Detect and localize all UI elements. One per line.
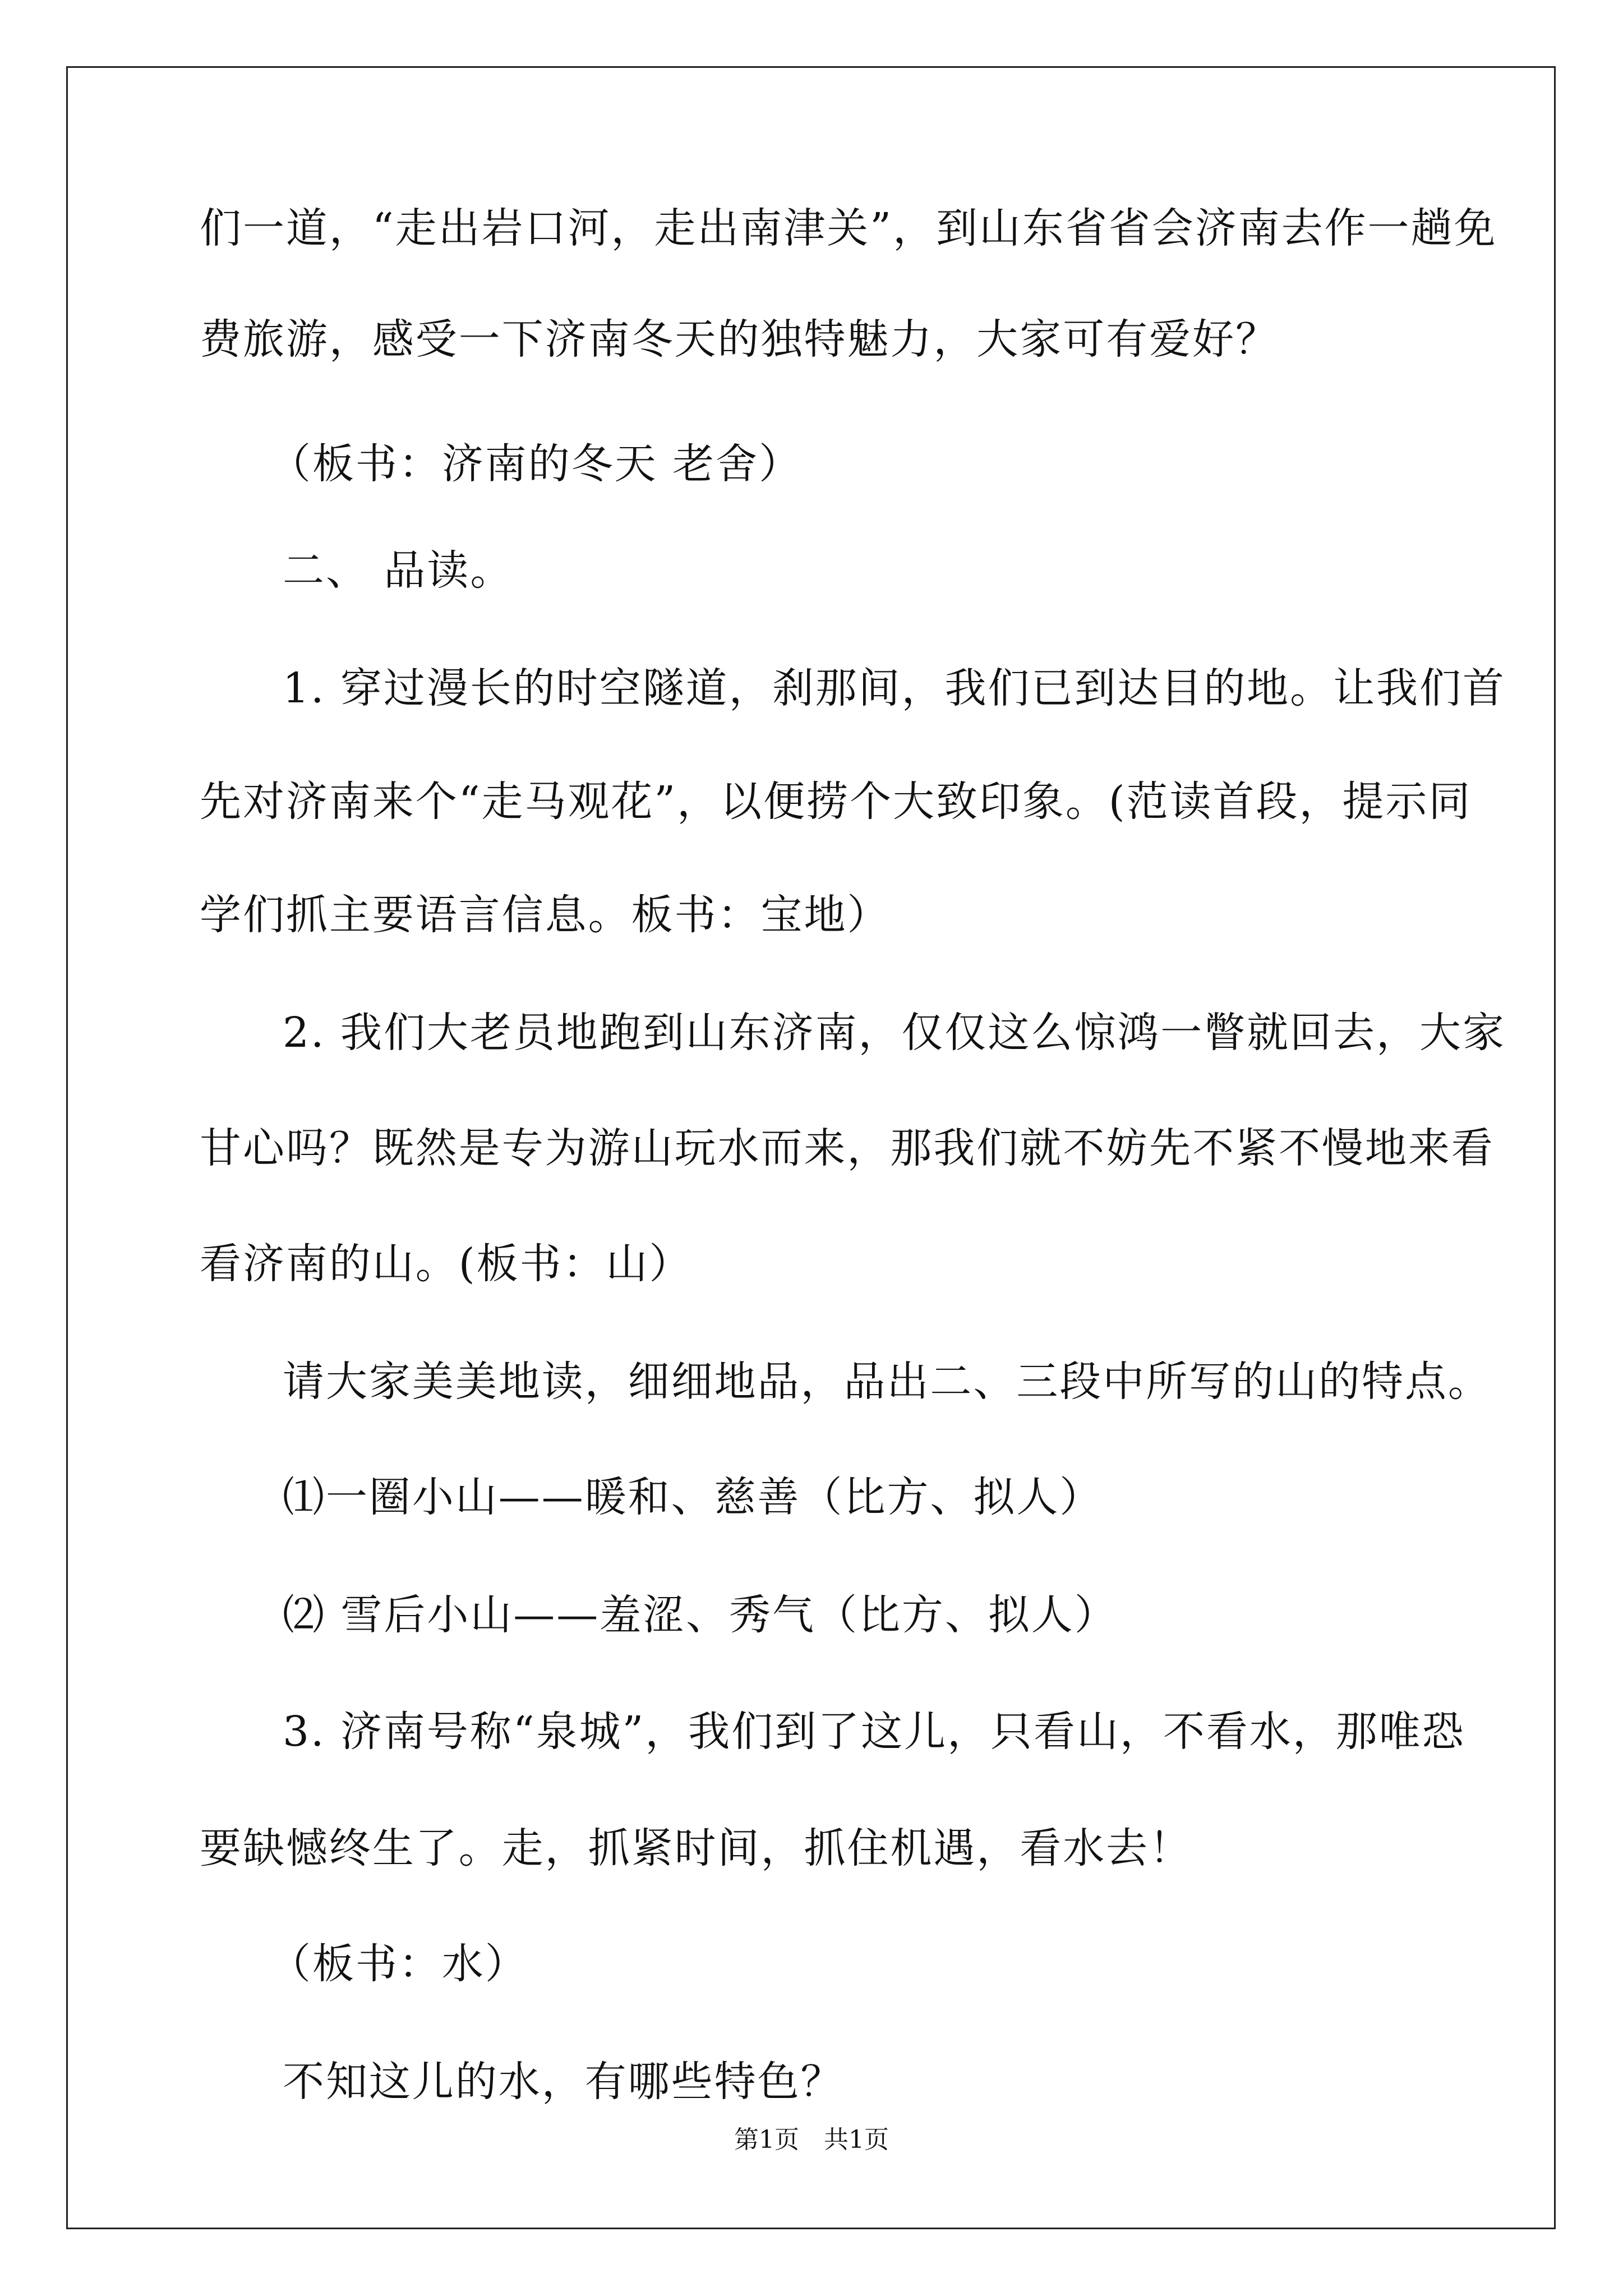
line-13: ⑵ 雪后小山——羞涩、秀气（比方、拟人） [283, 1591, 1118, 1639]
line-9: 甘心吗？既然是专为游山玩水而来，那我们就不妨先不紧不慢地来看 [200, 1124, 1495, 1172]
page-footer: 第1页 共1页 [734, 2125, 889, 2154]
line-6: 先对济南来个“走马观花”，以便捞个大致印象。(范读首段，提示同 [200, 777, 1472, 826]
line-5: 1. 穿过漫长的时空隧道，刹那间，我们已到达目的地。让我们首 [283, 664, 1506, 712]
line-15: 要缺憾终生了。走，抓紧时间，抓住机遇，看水去！ [200, 1824, 1193, 1872]
line-17: 不知这儿的水，有哪些特色？ [283, 2058, 844, 2106]
line-16: （板书：水） [269, 1940, 528, 1988]
line-1: 们一道，“走出岩口河，走出南津关”，到山东省省会济南去作一趟免 [200, 204, 1497, 252]
line-4: 二、 品读。 [283, 546, 514, 595]
line-3: （板书：济南的冬天 老舍） [269, 440, 803, 488]
line-11: 请大家美美地读，细细地品，品出二、三段中所写的山的特点。 [283, 1358, 1491, 1406]
line-14: 3. 济南号称“泉城”，我们到了这儿，只看山，不看水，那唯恐 [283, 1708, 1465, 1756]
line-2: 费旅游，感受一下济南冬天的独特魅力，大家可有爱好？ [200, 315, 1279, 364]
line-7: 学们抓主要语言信息。板书：宝地） [200, 891, 891, 939]
line-12: ⑴一圈小山——暖和、慈善（比方、拟人） [283, 1473, 1103, 1521]
line-10: 看济南的山。(板书：山） [200, 1240, 693, 1288]
line-8: 2. 我们大老员地跑到山东济南，仅仅这么惊鸿一瞥就回去，大家 [283, 1009, 1506, 1057]
